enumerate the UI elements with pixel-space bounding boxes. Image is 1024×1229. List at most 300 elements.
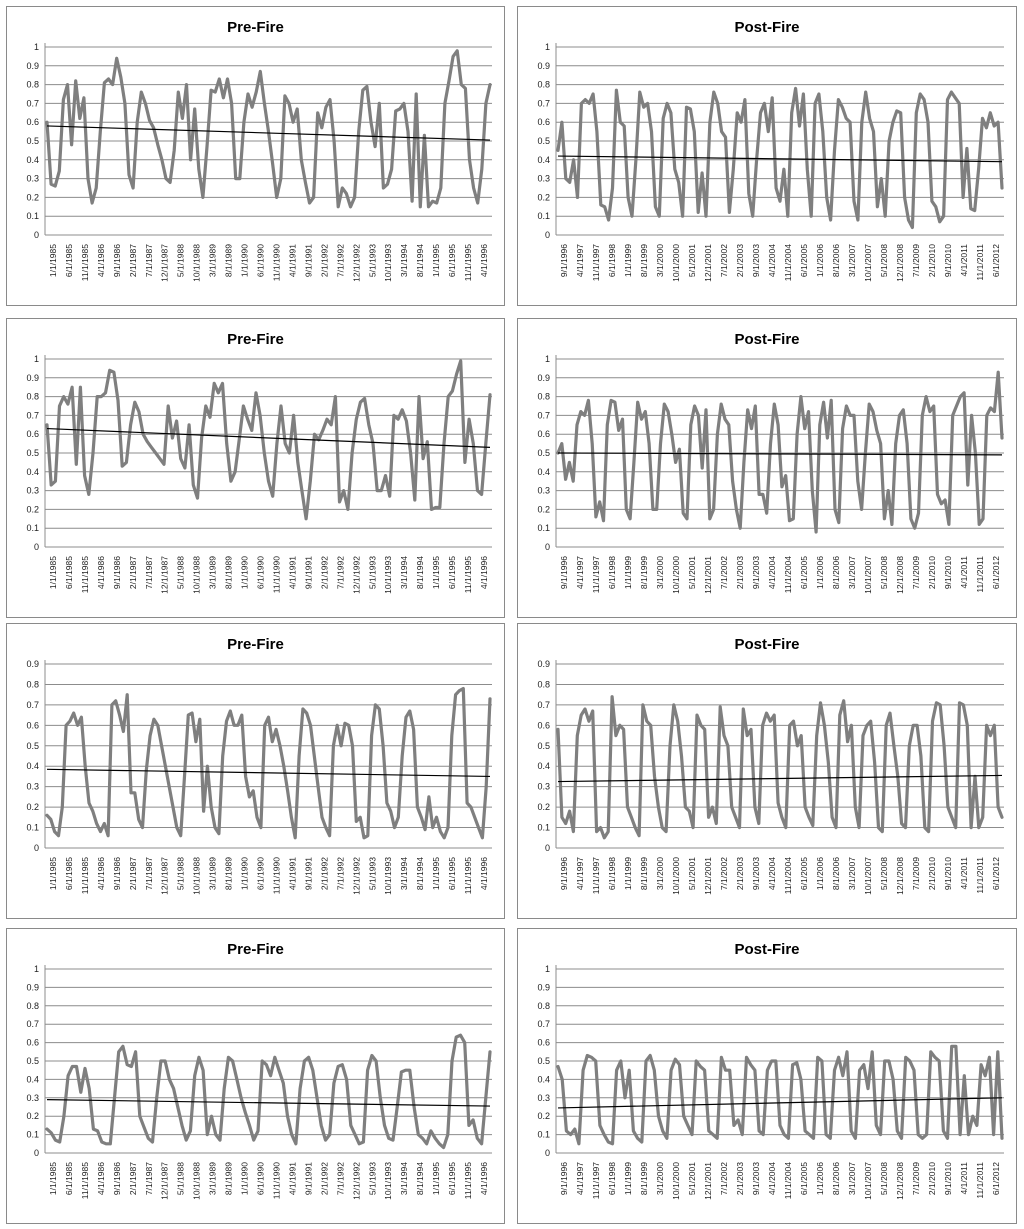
y-tick-label: 0 [33,1148,39,1158]
x-tick-label: 5/1/2008 [879,857,889,891]
y-tick-label: 0.8 [26,679,39,690]
x-tick-label: 1/1/1985 [47,857,58,891]
x-tick-label: 12/1/1992 [351,857,362,895]
x-tick-label: 4/1/2011 [959,244,969,277]
y-tick-label: 0.1 [26,1129,39,1140]
x-tick-label: 9/1/2010 [943,857,953,891]
x-tick-label: 6/1/1990 [255,857,266,891]
x-tick-label: 11/1/1990 [271,1162,282,1200]
y-tick-label: 0.9 [537,982,550,993]
y-tick-label: 0.4 [26,154,39,165]
x-tick-label: 1/1/1985 [47,556,58,590]
x-tick-label: 4/1/1991 [287,556,298,590]
x-tick-label: 2/1/1987 [127,556,138,590]
x-tick-label: 6/1/1995 [447,244,458,278]
x-tick-label: 11/1/2004 [783,1162,793,1200]
x-tick-label: 9/1/1996 [559,857,569,891]
data-series-line [47,51,490,207]
x-tick-label: 2/1/2010 [927,556,937,590]
y-tick-label: 0.2 [26,1111,39,1122]
chart-svg [7,319,504,617]
x-tick-label: 6/1/1990 [255,244,266,278]
x-tick-label: 7/1/1987 [143,244,154,278]
y-tick-label: 0.8 [26,79,39,90]
y-tick-label: 0.3 [537,1092,550,1103]
y-tick-label: 0.1 [26,822,39,833]
x-tick-label: 2/1/1987 [127,1162,138,1196]
chart-svg [7,929,504,1223]
y-tick-label: 0.7 [26,1019,39,1030]
x-tick-label: 6/1/2012 [991,1162,1001,1196]
x-tick-label: 12/1/2008 [895,857,905,895]
y-tick-label: 0.9 [26,659,39,669]
y-tick-label: 0.8 [537,1000,550,1011]
y-tick-label: 0.6 [26,720,39,731]
x-tick-label: 11/1/1995 [463,1162,474,1200]
x-tick-label: 4/1/2004 [767,857,777,891]
y-tick-label: 0.7 [537,410,550,421]
y-tick-label: 0.9 [26,982,39,993]
x-tick-label: 12/1/1992 [351,556,362,594]
y-tick-label: 0 [544,843,550,853]
x-tick-label: 3/1/1989 [207,556,218,590]
y-tick-label: 0 [33,230,39,240]
y-tick-label: 0.6 [537,1037,550,1048]
y-tick-label: 0.5 [537,448,550,458]
x-tick-label: 11/1/2004 [783,857,793,895]
x-tick-label: 5/1/2001 [687,556,697,590]
x-tick-label: 6/1/1998 [607,244,617,278]
x-tick-label: 12/1/2008 [895,244,905,282]
y-tick-label: 1 [544,354,550,364]
x-tick-label: 9/1/2010 [943,244,953,278]
x-tick-label: 3/1/2000 [655,1162,665,1196]
x-tick-label: 11/1/1997 [591,857,601,895]
x-tick-label: 4/1/2011 [959,857,969,890]
x-tick-label: 10/1/2007 [863,244,873,282]
x-tick-label: 6/1/1998 [607,1162,617,1196]
x-tick-label: 9/1/1996 [559,1162,569,1196]
x-tick-label: 10/1/1993 [383,857,394,895]
x-tick-label: 6/1/2012 [991,556,1001,590]
y-tick-label: 0 [33,542,39,552]
x-tick-label: 3/1/1989 [207,857,218,891]
x-tick-label: 7/1/2009 [911,1162,921,1196]
x-tick-label: 10/1/2007 [863,1162,873,1200]
x-tick-label: 10/1/1988 [191,556,202,594]
x-tick-label: 6/1/1990 [255,1162,266,1196]
x-tick-label: 5/1/1988 [175,857,186,891]
x-tick-label: 6/1/1995 [447,556,458,590]
chart-title: Pre-Fire [227,331,284,348]
x-tick-label: 11/1/1997 [591,244,601,282]
y-tick-label: 0.9 [537,372,550,383]
x-tick-label: 2/1/2010 [927,244,937,278]
x-tick-label: 4/1/1991 [287,857,298,891]
y-tick-label: 0.8 [26,391,39,402]
x-tick-label: 2/1/1987 [127,857,138,891]
x-tick-label: 3/1/2007 [847,244,857,278]
x-tick-label: 2/1/1992 [319,244,330,278]
x-tick-label: 7/1/2009 [911,244,921,278]
y-tick-label: 0.7 [537,699,550,710]
y-tick-label: 0.7 [26,98,39,109]
chart-svg [518,7,1016,305]
x-tick-label: 4/1/2004 [767,1162,777,1196]
x-tick-label: 8/1/1989 [223,1162,234,1196]
x-tick-label: 1/1/1990 [239,857,250,891]
chart-svg [7,624,504,918]
data-series-line [558,697,1002,838]
x-tick-label: 1/1/2006 [815,857,825,891]
x-tick-label: 1/1/1995 [431,857,442,891]
x-tick-label: 9/1/2003 [751,244,761,278]
chart-title: Pre-Fire [227,636,284,653]
data-series-line [47,689,490,838]
x-tick-label: 1/1/2006 [815,244,825,278]
x-tick-label: 12/1/1987 [159,556,170,594]
y-tick-label: 0.4 [26,1074,39,1085]
x-tick-label: 6/1/1990 [255,556,266,590]
x-tick-label: 8/1/2006 [831,556,841,590]
x-tick-label: 1/1/2006 [815,556,825,590]
x-tick-label: 3/1/1989 [207,244,218,278]
x-tick-label: 4/1/1991 [287,1162,298,1196]
x-tick-label: 3/1/2007 [847,857,857,891]
chart-d-pre-fire [6,928,505,1224]
x-tick-label: 7/1/1992 [335,244,346,278]
x-tick-label: 9/1/2010 [943,556,953,590]
x-tick-label: 5/1/1993 [367,1162,378,1196]
x-tick-label: 2/1/2003 [735,1162,745,1196]
y-tick-label: 0.4 [537,1074,550,1085]
y-tick-label: 0.9 [537,60,550,71]
y-tick-label: 0.6 [26,117,39,128]
y-tick-label: 0.6 [537,720,550,731]
chart-svg [518,624,1016,918]
x-tick-label: 1/1/1999 [623,857,633,891]
y-tick-label: 0.2 [537,504,550,515]
y-tick-label: 0.5 [537,740,550,751]
y-tick-label: 1 [33,42,39,52]
x-tick-label: 8/1/1999 [639,1162,649,1196]
x-tick-label: 10/1/1993 [383,556,394,594]
y-tick-label: 0.7 [537,1019,550,1030]
x-tick-label: 9/1/1986 [111,857,122,891]
y-tick-label: 0 [544,542,550,552]
x-tick-label: 8/1/1994 [415,1162,426,1196]
x-tick-label: 9/1/2003 [751,857,761,891]
y-tick-label: 0.5 [26,740,39,751]
x-tick-label: 10/1/2000 [671,1162,681,1200]
y-tick-label: 0.1 [537,523,550,534]
x-tick-label: 11/1/1995 [463,244,474,282]
x-tick-label: 5/1/1988 [175,244,186,278]
x-tick-label: 8/1/2006 [831,244,841,278]
chart-a-post-fire [517,6,1017,306]
chart-b-post-fire [517,318,1017,618]
x-tick-label: 2/1/1992 [319,556,330,590]
x-tick-label: 12/1/2001 [703,244,713,282]
x-tick-label: 5/1/1988 [175,556,186,590]
x-tick-label: 8/1/1994 [415,244,426,278]
y-tick-label: 0 [33,843,39,853]
x-tick-label: 3/1/1994 [399,857,410,891]
x-tick-label: 9/1/1991 [303,857,314,891]
x-tick-label: 7/1/1987 [143,857,154,891]
x-tick-label: 4/1/1996 [479,1162,490,1196]
x-tick-label: 3/1/1994 [399,556,410,590]
x-tick-label: 11/1/1997 [591,1162,601,1200]
chart-svg [518,319,1016,617]
x-tick-label: 11/1/2011 [975,244,985,281]
x-tick-label: 10/1/2007 [863,857,873,895]
y-tick-label: 0.2 [537,1111,550,1122]
x-tick-label: 12/1/2001 [703,556,713,594]
x-tick-label: 7/1/2002 [719,556,729,590]
y-tick-label: 1 [33,964,39,974]
chart-c-post-fire [517,623,1017,919]
y-tick-label: 0.7 [537,98,550,109]
x-tick-label: 6/1/2005 [799,244,809,278]
x-tick-label: 4/1/1986 [95,244,106,278]
x-tick-label: 1/1/1995 [431,244,442,278]
x-tick-label: 4/1/2004 [767,556,777,590]
x-tick-label: 12/1/2008 [895,556,905,594]
x-tick-label: 3/1/2000 [655,857,665,891]
y-tick-label: 0 [544,230,550,240]
x-tick-label: 11/1/1990 [271,857,282,895]
y-tick-label: 0.2 [26,802,39,813]
x-tick-label: 12/1/1992 [351,244,362,282]
x-tick-label: 9/1/1996 [559,556,569,590]
x-tick-label: 7/1/1992 [335,556,346,590]
x-tick-label: 4/1/1986 [95,857,106,891]
x-tick-label: 7/1/1992 [335,1162,346,1196]
x-tick-label: 11/1/1985 [79,1162,90,1200]
x-tick-label: 11/1/1985 [79,857,90,895]
x-tick-label: 2/1/1987 [127,244,138,278]
x-tick-label: 4/1/2011 [959,556,969,589]
y-tick-label: 0.9 [537,659,550,669]
x-tick-label: 8/1/2006 [831,1162,841,1196]
x-tick-label: 9/1/2010 [943,1162,953,1196]
x-tick-label: 9/1/1986 [111,1162,122,1196]
chart-c-pre-fire [6,623,505,919]
x-tick-label: 9/1/2003 [751,556,761,590]
chart-b-pre-fire [6,318,505,618]
y-tick-label: 0.3 [537,485,550,496]
y-tick-label: 0.4 [26,761,39,772]
x-tick-label: 11/1/2004 [783,244,793,282]
x-tick-label: 5/1/1988 [175,1162,186,1196]
x-tick-label: 11/1/2004 [783,556,793,594]
y-tick-label: 0.3 [26,781,39,792]
chart-title: Pre-Fire [227,19,284,36]
chart-d-post-fire [517,928,1017,1224]
y-tick-label: 0.8 [537,679,550,690]
x-tick-label: 8/1/1999 [639,244,649,278]
x-tick-label: 2/1/2003 [735,244,745,278]
y-tick-label: 0.1 [537,1129,550,1140]
x-tick-label: 12/1/1987 [159,857,170,895]
y-tick-label: 0.8 [537,79,550,90]
chart-title: Pre-Fire [227,941,284,958]
x-tick-label: 4/1/1996 [479,244,490,278]
x-tick-label: 4/1/2011 [959,1162,969,1195]
x-tick-label: 11/1/2011 [975,556,985,593]
chart-title: Post-Fire [734,331,800,348]
x-tick-label: 4/1/1986 [95,556,106,590]
x-tick-label: 4/1/1991 [287,244,298,278]
x-tick-label: 6/1/1985 [63,556,74,590]
x-tick-label: 4/1/2004 [767,244,777,278]
x-tick-label: 3/1/1989 [207,1162,218,1196]
x-tick-label: 8/1/2006 [831,857,841,891]
y-tick-label: 0.1 [537,822,550,833]
x-tick-label: 1/1/1990 [239,556,250,590]
y-tick-label: 0.5 [537,136,550,146]
x-tick-label: 9/1/1986 [111,244,122,278]
x-tick-label: 12/1/1987 [159,1162,170,1200]
x-tick-label: 9/1/1986 [111,556,122,590]
x-tick-label: 2/1/2010 [927,1162,937,1196]
x-tick-label: 3/1/2000 [655,556,665,590]
x-tick-label: 1/1/2006 [815,1162,825,1196]
y-tick-label: 0.2 [537,802,550,813]
x-tick-label: 4/1/1997 [575,857,585,891]
x-tick-label: 8/1/1989 [223,857,234,891]
x-tick-label: 4/1/1997 [575,1162,585,1196]
y-tick-label: 0.2 [26,504,39,515]
x-tick-label: 4/1/1996 [479,556,490,590]
x-tick-label: 12/1/1987 [159,244,170,282]
x-tick-label: 8/1/1994 [415,556,426,590]
y-tick-label: 0.4 [537,466,550,477]
x-tick-label: 2/1/2003 [735,556,745,590]
x-tick-label: 6/1/1995 [447,1162,458,1196]
y-tick-label: 0.5 [537,1056,550,1066]
x-tick-label: 11/1/1995 [463,556,474,594]
x-tick-label: 1/1/1999 [623,556,633,590]
x-tick-label: 5/1/2001 [687,244,697,278]
y-tick-label: 0.2 [26,192,39,203]
x-tick-label: 6/1/1985 [63,857,74,891]
y-tick-label: 0.6 [537,429,550,440]
x-tick-label: 10/1/1988 [191,1162,202,1200]
y-tick-label: 0 [544,1148,550,1158]
x-tick-label: 10/1/1993 [383,244,394,282]
x-tick-label: 7/1/2009 [911,556,921,590]
y-tick-label: 0.5 [26,136,39,146]
y-tick-label: 1 [33,354,39,364]
x-tick-label: 5/1/2001 [687,857,697,891]
x-tick-label: 1/1/1985 [47,1162,58,1196]
x-tick-label: 6/1/1985 [63,244,74,278]
y-tick-label: 0.8 [26,1000,39,1011]
x-tick-label: 1/1/1990 [239,244,250,278]
y-tick-label: 0.3 [26,485,39,496]
x-tick-label: 10/1/1993 [383,1162,394,1200]
x-tick-label: 4/1/1996 [479,857,490,891]
chart-svg [7,7,504,305]
x-tick-label: 3/1/2007 [847,556,857,590]
chart-title: Post-Fire [734,636,800,653]
x-tick-label: 11/1/1997 [591,556,601,594]
y-tick-label: 0.4 [26,466,39,477]
trend-line [47,769,490,776]
x-tick-label: 8/1/1999 [639,857,649,891]
x-tick-label: 12/1/1992 [351,1162,362,1200]
x-tick-label: 12/1/2001 [703,1162,713,1200]
y-tick-label: 0.2 [537,192,550,203]
x-tick-label: 7/1/1992 [335,857,346,891]
x-tick-label: 1/1/1985 [47,244,58,278]
x-tick-label: 5/1/2008 [879,556,889,590]
x-tick-label: 2/1/1992 [319,1162,330,1196]
y-tick-label: 0.7 [26,699,39,710]
x-tick-label: 10/1/2000 [671,244,681,282]
x-tick-label: 7/1/1987 [143,1162,154,1196]
x-tick-label: 2/1/2010 [927,857,937,891]
x-tick-label: 2/1/1992 [319,857,330,891]
x-tick-label: 5/1/1993 [367,244,378,278]
x-tick-label: 6/1/1998 [607,556,617,590]
y-tick-label: 0.1 [537,211,550,222]
data-series-line [47,1035,490,1147]
x-tick-label: 4/1/1986 [95,1162,106,1196]
data-series-line [47,361,490,519]
x-tick-label: 10/1/2007 [863,556,873,594]
y-tick-label: 0.3 [537,173,550,184]
x-tick-label: 6/1/2005 [799,1162,809,1196]
chart-svg [518,929,1016,1223]
x-tick-label: 6/1/2012 [991,857,1001,891]
x-tick-label: 9/1/1996 [559,244,569,278]
data-series-line [558,88,1002,227]
x-tick-label: 11/1/1985 [79,244,90,282]
y-tick-label: 0.9 [26,372,39,383]
x-tick-label: 10/1/2000 [671,857,681,895]
x-tick-label: 6/1/2005 [799,857,809,891]
x-tick-label: 5/1/1993 [367,556,378,590]
x-tick-label: 5/1/1993 [367,857,378,891]
x-tick-label: 1/1/1990 [239,1162,250,1196]
x-tick-label: 3/1/2007 [847,1162,857,1196]
x-tick-label: 5/1/2001 [687,1162,697,1196]
x-tick-label: 1/1/1995 [431,556,442,590]
y-tick-label: 0.9 [26,60,39,71]
x-tick-label: 11/1/2011 [975,1162,985,1199]
x-tick-label: 9/1/1991 [303,1162,314,1196]
y-tick-label: 0.3 [26,1092,39,1103]
x-tick-label: 12/1/2008 [895,1162,905,1200]
x-tick-label: 10/1/2000 [671,556,681,594]
x-tick-label: 7/1/2002 [719,1162,729,1196]
x-tick-label: 7/1/2002 [719,244,729,278]
x-tick-label: 5/1/2008 [879,1162,889,1196]
chart-a-pre-fire [6,6,505,306]
y-tick-label: 0.3 [537,781,550,792]
y-tick-label: 0.6 [537,117,550,128]
x-tick-label: 7/1/1987 [143,556,154,590]
x-tick-label: 8/1/1989 [223,244,234,278]
y-tick-label: 0.1 [26,523,39,534]
y-tick-label: 0.3 [26,173,39,184]
x-tick-label: 11/1/1995 [463,857,474,895]
x-tick-label: 3/1/1994 [399,244,410,278]
y-tick-label: 0.5 [26,1056,39,1066]
